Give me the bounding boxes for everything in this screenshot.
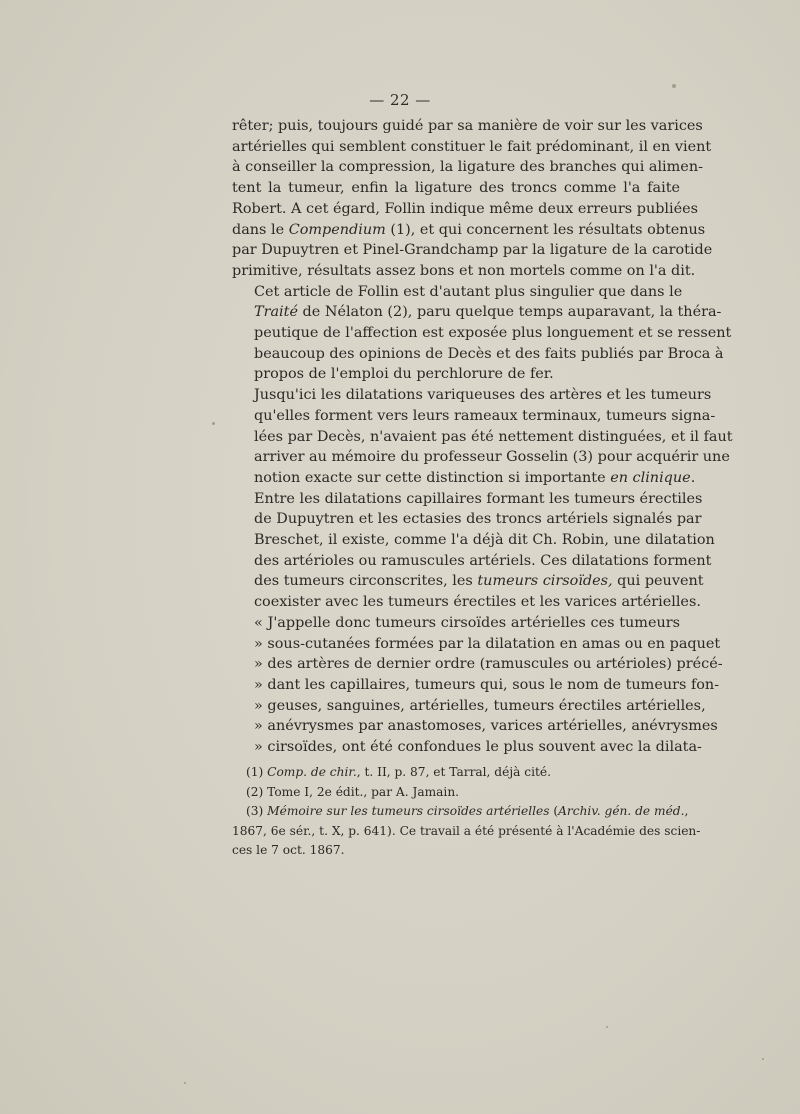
paper-speck (184, 1082, 186, 1084)
paragraph (232, 489, 715, 613)
quotation-paragraph (232, 613, 723, 758)
text-line: » des artères de dernier ordre (ramuscules ou artérioles) précé- (254, 656, 723, 673)
text-line: » dant les capillaires, tumeurs qui, sous le nom de tumeurs fon- (254, 676, 720, 693)
text-line: dans le Compendium (1), et qui concernent les résultats obtenus (232, 221, 706, 238)
paper-speck (762, 1058, 764, 1060)
footnote-continuation: ces le 7 oct. 1867. (232, 843, 345, 858)
text-line: arriver au mémoire du professeur Gosselin (3) pour acquérir une (254, 449, 730, 466)
footnotes (232, 763, 701, 861)
text-line: primitive, résultats assez bons et non mortels comme on l'a dit. (232, 262, 696, 279)
text-line: rêter; puis, toujours guidé par sa manière de voir sur les varices (232, 118, 703, 134)
text-line: » cirsoïdes, ont été confondues le plus souvent avec la dilata- (254, 739, 702, 756)
text-line: « J'appelle donc tumeurs cirsoïdes artérielles ces tumeurs (254, 614, 680, 631)
text-line: des artérioles ou ramuscules artériels. Ces dilatations forment (254, 552, 712, 569)
body-text (232, 116, 733, 758)
paragraph (232, 116, 713, 282)
footnote-continuation: 1867, 6e sér., t. X, p. 641). Ce travail a été présenté à l'Académie des scien- (232, 823, 701, 838)
text-line: » geuses, sanguines, artérielles, tumeurs érectiles artérielles, (254, 697, 706, 714)
text-line: des tumeurs circonscrites, les tumeurs cirsoïdes, qui peuvent (254, 573, 704, 590)
text-line: de Dupuytren et les ectasies des troncs artériels signalés par (254, 511, 702, 528)
paragraph (232, 385, 733, 489)
paper-speck (212, 422, 215, 425)
text-line: beaucoup des opinions de Decès et des faits publiés par Broca à (254, 345, 724, 362)
text-line: lées par Decès, n'avaient pas été nettement distinguées, et il faut (254, 428, 733, 445)
text-line: artérielles qui semblent constituer le fait prédominant, il en vient (232, 138, 712, 155)
text-line: propos de l'emploi du perchlorure de fer. (254, 366, 554, 383)
text-line: » anévrysmes par anastomoses, varices artérielles, anévrysmes (254, 718, 718, 735)
paragraph (232, 282, 732, 386)
page-number: — 22 — (369, 91, 431, 109)
text-line: qu'elles forment vers leurs rameaux terminaux, tumeurs signa- (254, 407, 716, 424)
text-line: Entre les dilatations capillaires formant les tumeurs érectiles (254, 490, 703, 507)
text-line: notion exacte sur cette distinction si importante en clinique. (254, 469, 696, 486)
text-line: Robert. A cet égard, Follin indique même deux erreurs publiées (232, 200, 699, 217)
text-line: peutique de l'affection est exposée plus longuement et se ressent (254, 325, 732, 342)
text-line: Breschet, il existe, comme l'a déjà dit Ch. Robin, une dilatation (254, 532, 715, 549)
text-line: coexister avec les tumeurs érectiles et les varices artérielles. (254, 594, 701, 611)
text-line: » sous-cutanées formées par la dilatation en amas ou en paquet (254, 635, 721, 652)
text-line: à conseiller la compression, la ligature des branches qui alimen- (232, 159, 703, 176)
footnote: (3) Mémoire sur les tumeurs cirsoïdes artérielles (Archiv. gén. de méd., (246, 804, 689, 819)
paper-speck (606, 1026, 608, 1028)
text-line: tent la tumeur, enfin la ligature des troncs comme l'a faite (232, 180, 680, 197)
text-line: Jusqu'ici les dilatations variqueuses des artères et les tumeurs (254, 387, 712, 404)
text-line: par Dupuytren et Pinel-Grandchamp par la ligature de la carotide (232, 242, 713, 259)
paper-speck (672, 84, 676, 88)
footnote: (2) Tome I, 2e édit., par A. Jamain. (246, 784, 460, 799)
text-line: Cet article de Follin est d'autant plus singulier que dans le (254, 283, 683, 300)
text-line: Traité de Nélaton (2), paru quelque temps auparavant, la théra- (254, 304, 722, 321)
footnote: (1) Comp. de chir., t. II, p. 87, et Tarral, déjà cité. (246, 765, 551, 779)
